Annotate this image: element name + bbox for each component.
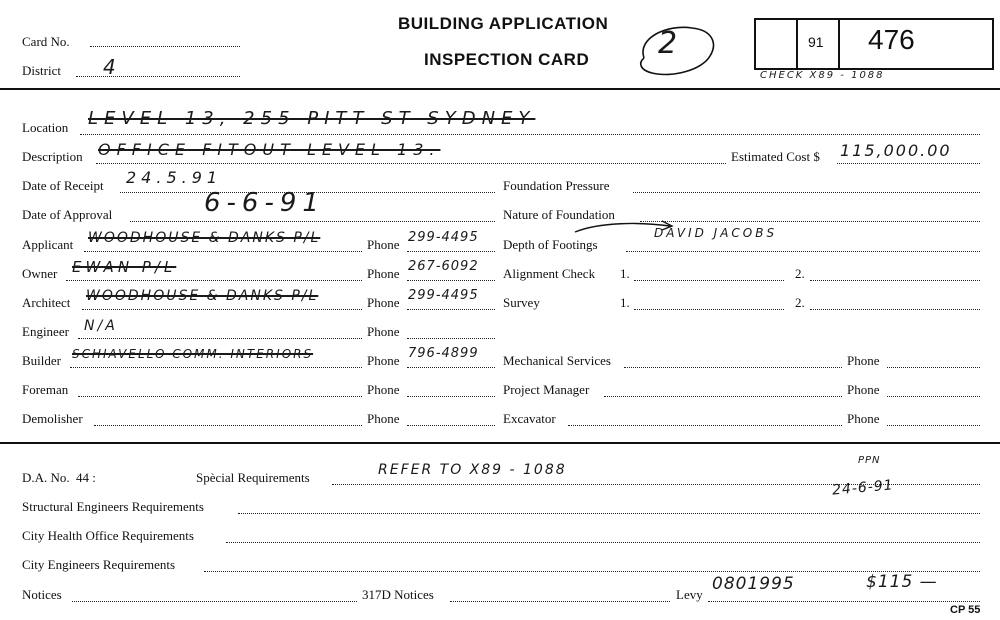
demolisher-line [94, 425, 362, 426]
notices-317d-label: 317D Notices [362, 587, 434, 602]
da-no-value: 44 : [76, 470, 96, 485]
card-no-label: Card No. [22, 34, 70, 49]
project-manager-phone-line [887, 396, 980, 397]
applicant-line [84, 251, 362, 252]
architect-line [82, 309, 362, 310]
district-value: 4 [103, 55, 119, 79]
foundation-pressure-label: Foundation Pressure [503, 178, 610, 193]
structural-engineers-label: Structural Engineers Requirements [22, 499, 204, 514]
mechanical-services-line [624, 367, 842, 368]
alignment-two-line [810, 280, 980, 281]
district-line [76, 76, 240, 77]
engineer-value: N/A [84, 318, 118, 334]
ppn-date: 24-6-91 [831, 477, 895, 499]
form-code: CP 55 [950, 604, 981, 616]
estimated-cost-value: 115,000.00 [840, 141, 952, 160]
title-line-2: INSPECTION CARD [424, 50, 590, 69]
architect-label: Architect [22, 295, 71, 310]
alignment-two-label: 2. [795, 266, 805, 281]
date-receipt-value: 24.5.91 [126, 168, 223, 187]
architect-phone-label: Phone [367, 295, 400, 310]
owner-phone-label: Phone [367, 266, 400, 281]
notices-label: Notices [22, 587, 62, 602]
engineer-line [78, 338, 362, 339]
date-approval-line [130, 221, 495, 222]
engineer-label: Engineer [22, 324, 69, 339]
foreman-line [78, 396, 362, 397]
survey-two-label: 2. [795, 295, 805, 310]
city-health-line [226, 542, 980, 543]
builder-phone: 796-4899 [408, 346, 479, 361]
architect-value: WOODHOUSE & DANKS P/L [86, 288, 319, 304]
project-manager-phone-label: Phone [847, 382, 880, 397]
title-line-1: BUILDING APPLICATION [398, 14, 609, 33]
da-no-label: D.A. No. [22, 470, 70, 485]
depth-footings-value: DAVID JACOBS [654, 226, 778, 240]
architect-phone-line [407, 309, 495, 310]
foreman-label: Foreman [22, 382, 69, 397]
excavator-phone-label: Phone [847, 411, 880, 426]
applicant-phone: 299-4495 [408, 230, 479, 245]
owner-line [66, 280, 362, 281]
depth-footings-line [626, 251, 980, 252]
description-value: OFFICE FITOUT LEVEL 13. [98, 140, 441, 159]
ppn-note: PPN [858, 455, 881, 466]
notices-line [72, 601, 357, 602]
applicant-value: WOODHOUSE & DANKS P/L [88, 230, 321, 246]
alignment-one-label: 1. [620, 266, 630, 281]
levy-amount: $115 — [866, 572, 938, 592]
circled-number: 2 [658, 26, 681, 61]
check-note: CHECK X89 - 1088 [760, 70, 885, 81]
notices-317d-line [450, 601, 670, 602]
excavator-phone-line [887, 425, 980, 426]
survey-label: Survey [503, 295, 540, 310]
special-requirements-label: Spècial Requirements [196, 470, 310, 485]
mechanical-services-label: Mechanical Services [503, 353, 611, 368]
date-receipt-label: Date of Receipt [22, 178, 104, 193]
description-label: Description [22, 149, 83, 164]
owner-phone: 267-6092 [408, 259, 479, 274]
city-health-label: City Health Office Requirements [22, 528, 194, 543]
nature-foundation-line [640, 221, 980, 222]
mechanical-phone-label: Phone [847, 353, 880, 368]
lower-divider [0, 442, 1000, 444]
alignment-one-line [634, 280, 784, 281]
box-divider-1 [796, 20, 798, 68]
applicant-phone-line [407, 251, 495, 252]
project-manager-label: Project Manager [503, 382, 590, 397]
demolisher-label: Demolisher [22, 411, 83, 426]
survey-one-label: 1. [620, 295, 630, 310]
survey-one-line [634, 309, 784, 310]
owner-label: Owner [22, 266, 58, 281]
project-manager-line [604, 396, 842, 397]
city-engineers-label: City Engineers Requirements [22, 557, 176, 572]
alignment-check-label: Alignment Check [503, 266, 596, 281]
estimated-cost-label: Estimated Cost $ [731, 149, 820, 164]
excavator-label: Excavator [503, 411, 556, 426]
box-number: 476 [868, 24, 915, 55]
owner-phone-line [407, 280, 495, 281]
header-divider [0, 88, 1000, 90]
city-engineers-line [204, 571, 980, 572]
survey-two-line [810, 309, 980, 310]
date-approval-label: Date of Approval [22, 207, 113, 222]
applicant-phone-label: Phone [367, 237, 400, 252]
location-label: Location [22, 120, 69, 135]
builder-phone-line [407, 367, 495, 368]
engineer-phone-label: Phone [367, 324, 400, 339]
architect-phone: 299-4495 [408, 288, 479, 303]
demolisher-phone-label: Phone [367, 411, 400, 426]
nature-foundation-label: Nature of Foundation [503, 207, 615, 222]
applicant-label: Applicant [22, 237, 74, 252]
structural-engineers-line [238, 513, 980, 514]
foreman-phone-label: Phone [367, 382, 400, 397]
estimated-cost-line [837, 163, 980, 164]
location-line [80, 134, 980, 135]
special-requirements-value: REFER TO X89 - 1088 [378, 462, 567, 478]
location-value: LEVEL 13, 255 PITT ST SYDNEY [88, 108, 536, 129]
card-number-box [754, 18, 994, 70]
excavator-line [568, 425, 842, 426]
demolisher-phone-line [407, 425, 495, 426]
engineer-phone-line [407, 338, 495, 339]
foundation-pressure-line [633, 192, 980, 193]
card-no-line [90, 46, 240, 47]
builder-phone-label: Phone [367, 353, 400, 368]
levy-line [708, 601, 980, 602]
box-divider-2 [838, 20, 840, 68]
depth-footings-label: Depth of Footings [503, 237, 598, 252]
levy-value: 0801995 [712, 574, 795, 594]
levy-label: Levy [676, 587, 703, 602]
description-line [96, 163, 726, 164]
builder-label: Builder [22, 353, 61, 368]
builder-value: SCHIAVELLO COMM. INTERIORS [72, 347, 314, 361]
date-approval-value: 6-6-91 [204, 188, 325, 218]
mechanical-phone-line [887, 367, 980, 368]
box-year: 91 [808, 34, 824, 50]
owner-value: EWAN P/L [72, 258, 177, 276]
district-label: District [22, 63, 61, 78]
builder-line [70, 367, 362, 368]
foreman-phone-line [407, 396, 495, 397]
